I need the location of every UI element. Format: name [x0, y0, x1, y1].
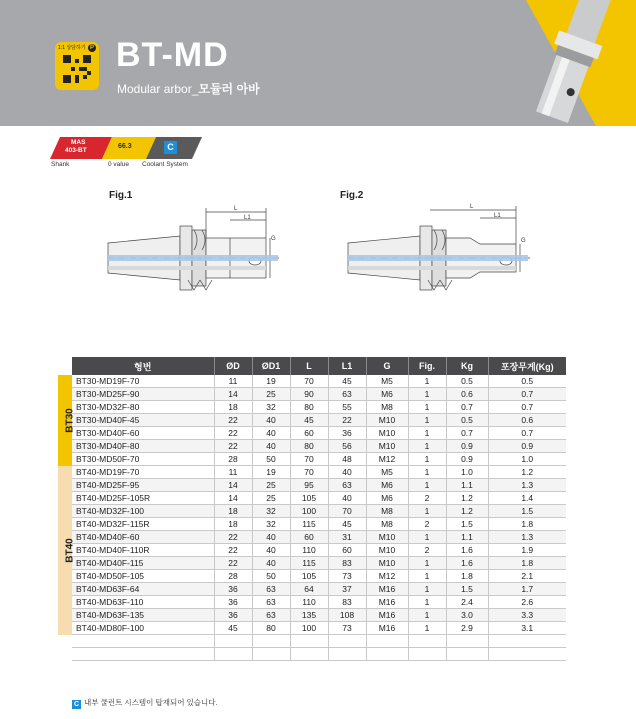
fig1-label: Fig.1	[109, 190, 133, 201]
cell-od1: 40	[252, 531, 290, 544]
cell-od1: 25	[252, 479, 290, 492]
cell-g: M10	[366, 544, 408, 557]
qr-code-icon	[63, 54, 91, 84]
feature-icons	[50, 137, 220, 173]
blank-cell	[328, 648, 366, 661]
cell-fig: 2	[408, 518, 446, 531]
cell-od1: 25	[252, 388, 290, 401]
cell-l1: 40	[328, 492, 366, 505]
cell-od1: 50	[252, 453, 290, 466]
cell-od: 22	[214, 427, 252, 440]
table-row	[58, 440, 566, 453]
footnote-text: 내부 쿨런트 시스템이 탑재되어 있습니다.	[84, 698, 218, 707]
cell-l1: 48	[328, 453, 366, 466]
cell-od: 18	[214, 518, 252, 531]
cell-g: M16	[366, 583, 408, 596]
shank-text-1: MAS	[71, 139, 86, 146]
group-label-bt40	[58, 466, 76, 635]
cell-g: M6	[366, 388, 408, 401]
cell-fig: 2	[408, 544, 446, 557]
cell-g: M10	[366, 557, 408, 570]
cell-g: M8	[366, 518, 408, 531]
cell-kg: 0.7	[446, 401, 488, 414]
cell-pack-weight: 0.9	[488, 440, 566, 453]
cell-fig: 1	[408, 466, 446, 479]
table-header-row	[58, 357, 566, 375]
cell-l: 100	[290, 505, 328, 518]
cell-model: BT40-MD25F-105R	[72, 492, 214, 505]
blank-cell	[58, 648, 72, 661]
cell-l: 105	[290, 570, 328, 583]
cell-fig: 1	[408, 505, 446, 518]
group-label-text: BT40	[64, 537, 76, 563]
cell-fig: 1	[408, 596, 446, 609]
cell-od1: 50	[252, 570, 290, 583]
cell-g: M8	[366, 401, 408, 414]
cell-pack-weight: 1.8	[488, 518, 566, 531]
cell-pack-weight: 1.8	[488, 557, 566, 570]
cell-kg: 1.2	[446, 492, 488, 505]
cell-model: BT30-MD40F-45	[72, 414, 214, 427]
fig2-label: Fig.2	[340, 190, 364, 201]
footnote	[72, 697, 218, 709]
qr-caption: 1:1 상담하기	[58, 45, 86, 51]
qr-badge-letter: P	[89, 45, 94, 51]
fig1-dim-L1: L1	[244, 215, 251, 221]
cell-kg: 0.7	[446, 427, 488, 440]
table-row	[58, 466, 566, 479]
cell-g: M5	[366, 375, 408, 388]
cell-kg: 3.0	[446, 609, 488, 622]
cell-od: 28	[214, 453, 252, 466]
cell-l: 105	[290, 492, 328, 505]
cell-od: 11	[214, 375, 252, 388]
cell-pack-weight: 0.7	[488, 427, 566, 440]
page-subtitle	[117, 80, 260, 97]
cell-pack-weight: 1.9	[488, 544, 566, 557]
coolant-footnote-icon: C	[73, 701, 80, 708]
qr-consult-badge[interactable]	[55, 42, 99, 90]
cell-od: 36	[214, 583, 252, 596]
cell-od1: 63	[252, 583, 290, 596]
cell-g: M10	[366, 427, 408, 440]
cell-od1: 32	[252, 401, 290, 414]
cell-model: BT40-MD40F-115	[72, 557, 214, 570]
cell-l1: 73	[328, 622, 366, 635]
group-label-bt30	[58, 375, 76, 466]
table-row	[58, 518, 566, 531]
cell-model: BT40-MD50F-105	[72, 570, 214, 583]
cell-fig: 1	[408, 583, 446, 596]
group-label-text: BT30	[64, 408, 76, 433]
table-row	[58, 375, 566, 388]
cell-od: 14	[214, 492, 252, 505]
table-row	[58, 453, 566, 466]
header-banner	[0, 0, 636, 126]
cell-model: BT30-MD40F-80	[72, 440, 214, 453]
cell-model: BT30-MD19F-70	[72, 375, 214, 388]
cell-l1: 56	[328, 440, 366, 453]
cell-kg: 2.9	[446, 622, 488, 635]
cell-model: BT40-MD80F-100	[72, 622, 214, 635]
blank-cell	[408, 635, 446, 648]
cell-od1: 19	[252, 375, 290, 388]
coolant-text: C	[167, 142, 174, 152]
col-header-l1: L1	[328, 357, 366, 375]
cell-od1: 40	[252, 440, 290, 453]
cell-kg: 0.9	[446, 440, 488, 453]
cell-od: 18	[214, 401, 252, 414]
cell-pack-weight: 1.2	[488, 466, 566, 479]
cell-od1: 19	[252, 466, 290, 479]
table-row	[58, 505, 566, 518]
cell-od1: 63	[252, 609, 290, 622]
cell-l: 110	[290, 544, 328, 557]
table-row	[58, 479, 566, 492]
blank-cell	[72, 635, 214, 648]
cell-fig: 1	[408, 570, 446, 583]
cell-kg: 1.8	[446, 570, 488, 583]
cell-model: BT40-MD63F-135	[72, 609, 214, 622]
col-header-od: ØD	[214, 357, 252, 375]
blank-cell	[488, 648, 566, 661]
spec-table-body	[58, 375, 566, 661]
fig1-dim-L: L	[234, 206, 238, 212]
cell-od1: 40	[252, 414, 290, 427]
cell-l: 60	[290, 427, 328, 440]
fig1-drawing	[100, 198, 290, 308]
cell-kg: 1.6	[446, 557, 488, 570]
table-row-blank	[58, 648, 566, 661]
table-row	[58, 492, 566, 505]
cell-pack-weight: 0.6	[488, 414, 566, 427]
cell-l1: 73	[328, 570, 366, 583]
cell-od: 22	[214, 557, 252, 570]
coolant-badge	[164, 141, 177, 154]
cell-pack-weight: 1.5	[488, 505, 566, 518]
cell-fig: 1	[408, 401, 446, 414]
cell-l: 115	[290, 518, 328, 531]
cell-l1: 83	[328, 557, 366, 570]
cell-l: 95	[290, 479, 328, 492]
cell-l1: 55	[328, 401, 366, 414]
cell-pack-weight: 1.0	[488, 453, 566, 466]
table-row	[58, 544, 566, 557]
table-row	[58, 596, 566, 609]
table-row	[58, 609, 566, 622]
cell-od1: 32	[252, 505, 290, 518]
cell-l: 45	[290, 414, 328, 427]
cell-pack-weight: 2.1	[488, 570, 566, 583]
cell-g: M6	[366, 492, 408, 505]
cell-model: BT30-MD25F-90	[72, 388, 214, 401]
cell-l: 100	[290, 622, 328, 635]
table-row	[58, 401, 566, 414]
cell-pack-weight: 0.7	[488, 401, 566, 414]
cell-kg: 1.0	[446, 466, 488, 479]
shank-text-2: 403-BT	[65, 147, 87, 154]
cell-od1: 40	[252, 557, 290, 570]
cell-fig: 1	[408, 440, 446, 453]
blank-cell	[488, 635, 566, 648]
blank-cell	[446, 635, 488, 648]
cell-l1: 70	[328, 505, 366, 518]
table-row	[58, 414, 566, 427]
table-row	[58, 622, 566, 635]
cell-fig: 2	[408, 492, 446, 505]
blank-cell	[72, 648, 214, 661]
cell-model: BT40-MD32F-100	[72, 505, 214, 518]
cell-g: M10	[366, 414, 408, 427]
cell-g: M16	[366, 609, 408, 622]
cell-pack-weight: 1.3	[488, 479, 566, 492]
value-caption: 0 value	[108, 161, 129, 168]
blank-cell	[290, 635, 328, 648]
col-header-fig: Fig.	[408, 357, 446, 375]
cell-l1: 36	[328, 427, 366, 440]
cell-od: 28	[214, 570, 252, 583]
fig2-drawing	[340, 198, 540, 308]
product-photo-tool-holder	[486, 0, 636, 126]
cell-fig: 1	[408, 453, 446, 466]
cell-model: BT40-MD25F-95	[72, 479, 214, 492]
cell-model: BT30-MD40F-60	[72, 427, 214, 440]
cell-kg: 1.5	[446, 583, 488, 596]
cell-kg: 0.9	[446, 453, 488, 466]
cell-od: 11	[214, 466, 252, 479]
cell-l: 80	[290, 401, 328, 414]
cell-od: 22	[214, 531, 252, 544]
fig2-dim-G: G	[521, 238, 526, 244]
table-row	[58, 388, 566, 401]
cell-l1: 60	[328, 544, 366, 557]
cell-pack-weight: 1.4	[488, 492, 566, 505]
blank-cell	[366, 648, 408, 661]
blank-cell	[214, 635, 252, 648]
cell-pack-weight: 1.3	[488, 531, 566, 544]
table-row	[58, 583, 566, 596]
cell-l1: 45	[328, 518, 366, 531]
subtitle-korean: 모듈러 아바	[198, 82, 260, 96]
cell-model: BT40-MD40F-60	[72, 531, 214, 544]
cell-kg: 1.6	[446, 544, 488, 557]
cell-od: 22	[214, 414, 252, 427]
cell-kg: 2.4	[446, 596, 488, 609]
col-header-od1: ØD1	[252, 357, 290, 375]
cell-l1: 83	[328, 596, 366, 609]
fig2-dim-L: L	[470, 204, 474, 210]
cell-od1: 80	[252, 622, 290, 635]
cell-od: 36	[214, 596, 252, 609]
cell-od1: 40	[252, 427, 290, 440]
cell-pack-weight: 0.7	[488, 388, 566, 401]
cell-model: BT30-MD50F-70	[72, 453, 214, 466]
table-row	[58, 557, 566, 570]
cell-model: BT40-MD19F-70	[72, 466, 214, 479]
cell-kg: 1.5	[446, 518, 488, 531]
cell-l1: 31	[328, 531, 366, 544]
blank-cell	[290, 648, 328, 661]
cell-od1: 32	[252, 518, 290, 531]
cell-od: 22	[214, 544, 252, 557]
cell-l1: 40	[328, 466, 366, 479]
coolant-caption: Coolant System	[142, 161, 188, 168]
cell-l: 115	[290, 557, 328, 570]
cell-kg: 1.2	[446, 505, 488, 518]
table-row	[58, 531, 566, 544]
cell-g: M12	[366, 453, 408, 466]
cell-g: M10	[366, 440, 408, 453]
cell-od: 45	[214, 622, 252, 635]
cell-g: M16	[366, 622, 408, 635]
cell-od: 22	[214, 440, 252, 453]
spec-table	[58, 357, 566, 661]
col-header-l: L	[290, 357, 328, 375]
blank-cell	[252, 635, 290, 648]
cell-l: 80	[290, 440, 328, 453]
blank-cell	[328, 635, 366, 648]
cell-l1: 45	[328, 375, 366, 388]
table-row	[58, 427, 566, 440]
fig1-dim-G: G	[271, 236, 276, 242]
cell-od1: 63	[252, 596, 290, 609]
fig2-dim-L1: L1	[494, 213, 501, 219]
cell-g: M16	[366, 596, 408, 609]
cell-kg: 1.1	[446, 531, 488, 544]
cell-pack-weight: 0.5	[488, 375, 566, 388]
cell-l1: 22	[328, 414, 366, 427]
cell-g: M8	[366, 505, 408, 518]
cell-od: 14	[214, 479, 252, 492]
cell-l: 90	[290, 388, 328, 401]
cell-fig: 1	[408, 388, 446, 401]
cell-l: 70	[290, 453, 328, 466]
col-header-pack-weight: 포장무게(Kg)	[488, 357, 566, 375]
cell-model: BT40-MD32F-115R	[72, 518, 214, 531]
cell-od: 18	[214, 505, 252, 518]
cell-pack-weight: 1.7	[488, 583, 566, 596]
cell-fig: 1	[408, 414, 446, 427]
cell-g: M5	[366, 466, 408, 479]
col-header-model: 형번	[72, 357, 214, 375]
blank-cell	[446, 648, 488, 661]
cell-model: BT40-MD63F-110	[72, 596, 214, 609]
cell-od1: 25	[252, 492, 290, 505]
cell-od: 36	[214, 609, 252, 622]
cell-fig: 1	[408, 531, 446, 544]
col-header-g: G	[366, 357, 408, 375]
cell-l: 110	[290, 596, 328, 609]
blank-cell	[58, 635, 72, 648]
cell-model: BT40-MD40F-110R	[72, 544, 214, 557]
cell-fig: 1	[408, 479, 446, 492]
cell-g: M12	[366, 570, 408, 583]
page-title: BT-MD	[116, 36, 229, 74]
cell-model: BT30-MD32F-80	[72, 401, 214, 414]
cell-l1: 63	[328, 388, 366, 401]
cell-pack-weight: 3.3	[488, 609, 566, 622]
shank-caption: Shank	[51, 161, 70, 168]
cell-model: BT40-MD63F-64	[72, 583, 214, 596]
cell-kg: 0.5	[446, 414, 488, 427]
group-header-blank	[58, 357, 72, 375]
cell-l: 70	[290, 375, 328, 388]
cell-pack-weight: 2.6	[488, 596, 566, 609]
cell-l: 60	[290, 531, 328, 544]
blank-cell	[408, 648, 446, 661]
cell-l: 70	[290, 466, 328, 479]
table-row	[58, 570, 566, 583]
cell-fig: 1	[408, 622, 446, 635]
cell-fig: 1	[408, 609, 446, 622]
blank-cell	[214, 648, 252, 661]
cell-l1: 37	[328, 583, 366, 596]
cell-g: M10	[366, 531, 408, 544]
blank-cell	[366, 635, 408, 648]
cell-fig: 1	[408, 427, 446, 440]
cell-g: M6	[366, 479, 408, 492]
blank-cell	[252, 648, 290, 661]
cell-kg: 0.5	[446, 375, 488, 388]
value-text: 66.3	[118, 143, 132, 150]
cell-od1: 40	[252, 544, 290, 557]
cell-fig: 1	[408, 557, 446, 570]
cell-fig: 1	[408, 375, 446, 388]
col-header-kg: Kg	[446, 357, 488, 375]
cell-l1: 63	[328, 479, 366, 492]
cell-l: 64	[290, 583, 328, 596]
cell-pack-weight: 3.1	[488, 622, 566, 635]
table-row-blank	[58, 635, 566, 648]
cell-kg: 1.1	[446, 479, 488, 492]
cell-kg: 0.6	[446, 388, 488, 401]
cell-l1: 108	[328, 609, 366, 622]
subtitle-english: Modular arbor_	[117, 82, 199, 96]
cell-od: 14	[214, 388, 252, 401]
cell-l: 135	[290, 609, 328, 622]
